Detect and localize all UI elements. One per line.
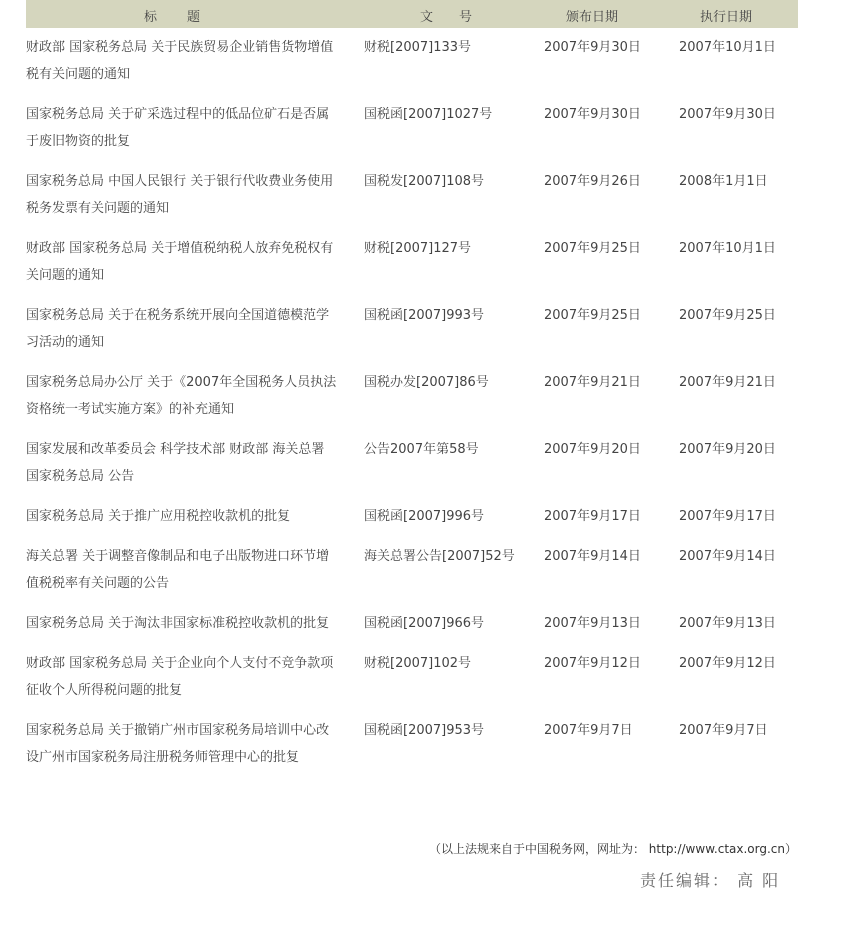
publish-date: 2007年9月25日 [544, 241, 641, 256]
regulation-title-link[interactable]: 国家税务总局 关于撤销广州市国家税务局培训中心改设广州市国家税务局注册税务师管理中心的批复 [26, 723, 330, 765]
publish-date-cell [544, 604, 679, 644]
regulation-title-link[interactable]: 国家税务总局 关于矿采选过程中的低品位矿石是否属于废旧物资的批复 [26, 107, 330, 149]
doc-number: 国税函[2007]993号 [364, 308, 485, 323]
doc-number-cell [362, 537, 544, 604]
doc-number-cell [362, 296, 544, 363]
regulation-title-link[interactable]: 国家税务总局办公厅 关于《2007年全国税务人员执法资格统一考试实施方案》的补充通知 [26, 375, 337, 417]
doc-number: 国税办发[2007]86号 [364, 375, 489, 390]
publish-date-cell [544, 28, 679, 95]
regulation-title-link-cell [26, 296, 362, 363]
publish-date-cell [544, 162, 679, 229]
effective-date: 2007年10月1日 [679, 241, 776, 256]
table-row [26, 229, 799, 296]
publish-date: 2007年9月7日 [544, 723, 633, 738]
effective-date-cell [679, 537, 799, 604]
effective-date-cell [679, 604, 799, 644]
effective-date-cell [679, 229, 799, 296]
regulation-title-link-cell [26, 28, 362, 95]
doc-number: 财税[2007]127号 [364, 241, 472, 256]
doc-number-cell [362, 28, 544, 95]
publish-date: 2007年9月26日 [544, 174, 641, 189]
regulation-title-link[interactable]: 国家发展和改革委员会 科学技术部 财政部 海关总署 国家税务总局 公告 [26, 442, 325, 484]
publish-date: 2007年9月30日 [544, 107, 641, 122]
publish-date: 2007年9月17日 [544, 509, 641, 524]
publish-date-cell [544, 644, 679, 711]
regulation-title-link[interactable]: 国家税务总局 中国人民银行 关于银行代收费业务使用税务发票有关问题的通知 [26, 174, 334, 216]
effective-date-cell [679, 95, 799, 162]
publish-date-cell [544, 229, 679, 296]
regulation-title-link-cell [26, 363, 362, 430]
doc-number: 财税[2007]133号 [364, 40, 472, 55]
doc-number-cell [362, 644, 544, 711]
doc-number-cell [362, 162, 544, 229]
publish-date: 2007年9月12日 [544, 656, 641, 671]
regulation-title-link[interactable]: 国家税务总局 关于推广应用税控收款机的批复 [26, 509, 291, 524]
regulations-table [26, 28, 799, 778]
effective-date: 2007年9月30日 [679, 107, 776, 122]
doc-number: 财税[2007]102号 [364, 656, 472, 671]
regulation-title-link-cell [26, 497, 362, 537]
publish-date: 2007年9月20日 [544, 442, 641, 457]
table-row [26, 162, 799, 229]
doc-number-cell [362, 363, 544, 430]
regulation-title-link-cell [26, 604, 362, 644]
regulation-title-link-cell [26, 430, 362, 497]
table-row [26, 95, 799, 162]
effective-date-cell [679, 497, 799, 537]
publish-date-cell [544, 363, 679, 430]
regulation-title-link[interactable]: 财政部 国家税务总局 关于民族贸易企业销售货物增值税有关问题的通知 [26, 40, 334, 82]
doc-number-cell [362, 430, 544, 497]
effective-date: 2007年9月7日 [679, 723, 768, 738]
publish-date-cell [544, 711, 679, 778]
effective-date: 2007年10月1日 [679, 40, 776, 55]
table-header [26, 0, 798, 28]
table-row [26, 430, 799, 497]
table-row [26, 644, 799, 711]
effective-date-cell [679, 296, 799, 363]
publish-date: 2007年9月14日 [544, 549, 641, 564]
table-row [26, 604, 799, 644]
regulation-title-link-cell [26, 95, 362, 162]
doc-number: 国税函[2007]1027号 [364, 107, 493, 122]
regulation-title-link[interactable]: 海关总署 关于调整音像制品和电子出版物进口环节增值税税率有关问题的公告 [26, 549, 330, 591]
regulation-title-link-cell [26, 229, 362, 296]
effective-date: 2007年9月20日 [679, 442, 776, 457]
table-row [26, 363, 799, 430]
effective-date-cell [679, 162, 799, 229]
doc-number: 国税函[2007]953号 [364, 723, 485, 738]
publish-date: 2007年9月25日 [544, 308, 641, 323]
regulation-title-link[interactable]: 国家税务总局 关于淘汰非国家标准税控收款机的批复 [26, 616, 330, 631]
effective-date: 2007年9月13日 [679, 616, 776, 631]
effective-date: 2007年9月12日 [679, 656, 776, 671]
regulation-title-link-cell [26, 644, 362, 711]
regulation-title-link[interactable]: 财政部 国家税务总局 关于企业向个人支付不竞争款项征收个人所得税问题的批复 [26, 656, 334, 698]
regulation-title-link-cell [26, 537, 362, 604]
table-row [26, 296, 799, 363]
effective-date: 2007年9月17日 [679, 509, 776, 524]
regulation-title-link-cell [26, 162, 362, 229]
effective-date-cell [679, 28, 799, 95]
doc-number: 国税函[2007]966号 [364, 616, 485, 631]
effective-date: 2008年1月1日 [679, 174, 768, 189]
publish-date-cell [544, 296, 679, 363]
publish-date: 2007年9月21日 [544, 375, 641, 390]
header-publish-date: 颁布日期 [566, 10, 619, 25]
effective-date-cell [679, 363, 799, 430]
source-note: （以上法规来自于中国税务网，网址为： http://www.ctax.org.cn） [428, 842, 797, 856]
doc-number: 公告2007年第58号 [364, 442, 479, 457]
regulation-title-link[interactable]: 国家税务总局 关于在税务系统开展向全国道德模范学习活动的通知 [26, 308, 330, 350]
header-title: 标题 [144, 10, 231, 25]
effective-date: 2007年9月14日 [679, 549, 776, 564]
publish-date: 2007年9月30日 [544, 40, 641, 55]
effective-date: 2007年9月21日 [679, 375, 776, 390]
doc-number-cell [362, 604, 544, 644]
regulation-title-link-cell [26, 711, 362, 778]
header-effective-date: 执行日期 [700, 10, 753, 25]
effective-date-cell [679, 644, 799, 711]
doc-number: 国税发[2007]108号 [364, 174, 485, 189]
regulation-title-link[interactable]: 财政部 国家税务总局 关于增值税纳税人放弃免税权有关问题的通知 [26, 241, 334, 283]
table-row [26, 28, 799, 95]
doc-number-cell [362, 711, 544, 778]
effective-date-cell [679, 430, 799, 497]
doc-number-cell [362, 229, 544, 296]
publish-date: 2007年9月13日 [544, 616, 641, 631]
table-row [26, 711, 799, 778]
header-doc-no: 文号 [420, 10, 499, 25]
publish-date-cell [544, 95, 679, 162]
effective-date: 2007年9月25日 [679, 308, 776, 323]
table-row [26, 497, 799, 537]
doc-number: 国税函[2007]996号 [364, 509, 485, 524]
publish-date-cell [544, 430, 679, 497]
doc-number-cell [362, 95, 544, 162]
editor-credit: 责任编辑： 高 阳 [640, 871, 781, 890]
publish-date-cell [544, 497, 679, 537]
doc-number: 海关总署公告[2007]52号 [364, 549, 515, 564]
doc-number-cell [362, 497, 544, 537]
effective-date-cell [679, 711, 799, 778]
publish-date-cell [544, 537, 679, 604]
table-row [26, 537, 799, 604]
